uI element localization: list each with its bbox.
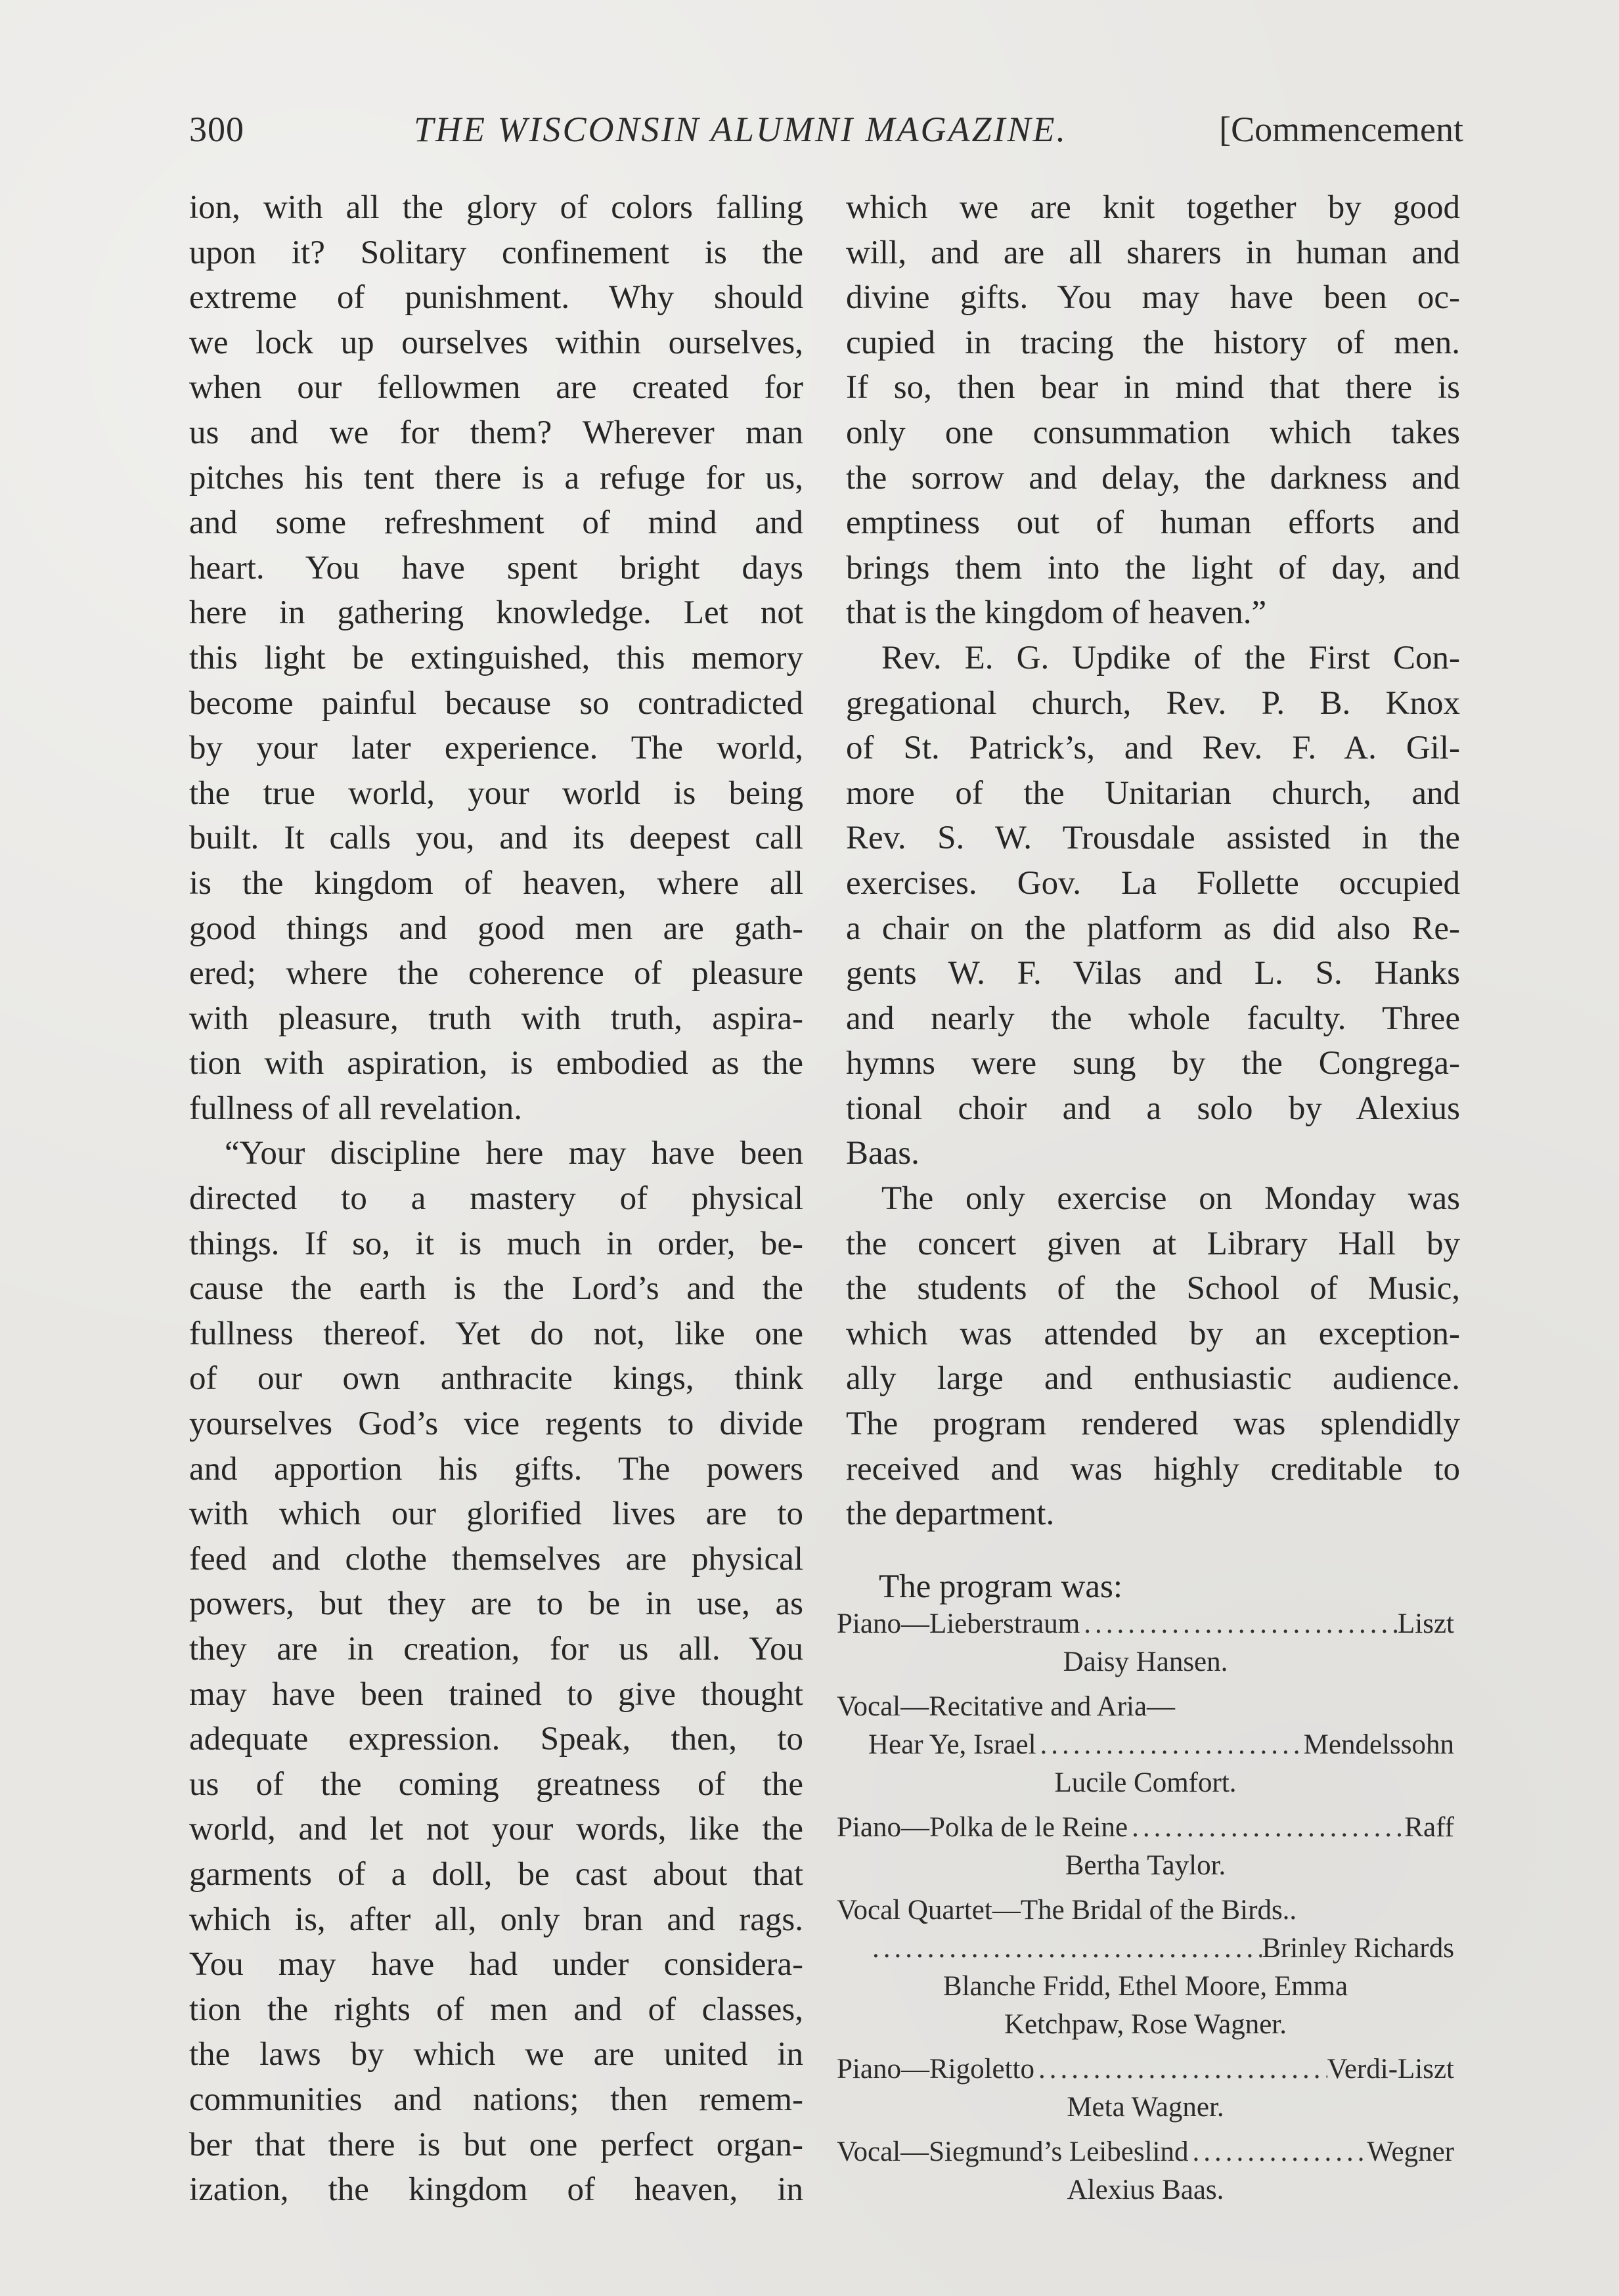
program-item-2-subtitle: Hear Ye, Israel bbox=[868, 1729, 1036, 1760]
program-item-2-title: Vocal—Recitative and Aria— bbox=[837, 1691, 1176, 1722]
page-number: 300 bbox=[189, 110, 244, 149]
program-item-5-row bbox=[837, 2050, 1454, 2088]
program-item-6-row bbox=[837, 2133, 1454, 2171]
right-line-29: received and was highly creditable to bbox=[846, 1450, 1460, 1488]
program-item-3-leader bbox=[1128, 1809, 1404, 1847]
left-line-1: ion, with all the glory of colors falling bbox=[189, 189, 803, 226]
right-line-1: which we are knit together by good bbox=[846, 189, 1460, 226]
left-line-19: with pleasure, truth with truth, aspira- bbox=[189, 1000, 803, 1037]
left-line-5: when our fellowmen are created for bbox=[189, 369, 803, 407]
program-item-6-performer: Alexius Baas. bbox=[1067, 2175, 1224, 2205]
left-line-8: and some refreshment of mind and bbox=[189, 504, 803, 542]
left-line-18: ered; where the coherence of pleasure bbox=[189, 955, 803, 992]
right-line-28: The program rendered was splendidly bbox=[846, 1405, 1460, 1443]
left-line-17: good things and good men are gath- bbox=[189, 910, 803, 947]
program-item-1-row bbox=[837, 1605, 1454, 1643]
left-line-3: extreme of punishment. Why should bbox=[189, 279, 803, 317]
right-line-14: more of the Unitarian church, and bbox=[846, 774, 1460, 812]
program-item-5-leader bbox=[1034, 2050, 1327, 2088]
right-line-18: gents W. F. Vilas and L. S. Hanks bbox=[846, 955, 1460, 992]
right-column bbox=[846, 185, 1460, 1537]
left-line-20: tion with aspiration, is embodied as the bbox=[189, 1045, 803, 1082]
program-item-2-performer: Lucile Comfort. bbox=[1054, 1767, 1237, 1798]
right-line-20: hymns were sung by the Congrega- bbox=[846, 1045, 1460, 1082]
program-item-2-leader bbox=[1036, 1726, 1304, 1764]
program-item-2-row bbox=[837, 1726, 1454, 1764]
program-item-4-performer: Blanche Fridd, Ethel Moore, Emma bbox=[943, 1971, 1348, 2002]
left-line-15: built. It calls you, and its deepest call bbox=[189, 820, 803, 857]
right-line-15: Rev. S. W. Trousdale assisted in the bbox=[846, 820, 1460, 857]
left-line-27: of our own anthracite kings, think bbox=[189, 1360, 803, 1398]
magazine-title: THE WISCONSIN ALUMNI MAGAZINE. bbox=[414, 110, 1068, 149]
left-line-29: and apportion his gifts. The powers bbox=[189, 1450, 803, 1488]
program-list bbox=[837, 1605, 1454, 2209]
program-item-3-title: Piano—Polka de le Reine bbox=[837, 1812, 1128, 1843]
right-line-12: gregational church, Rev. P. B. Knox bbox=[846, 684, 1460, 722]
page-header bbox=[189, 106, 1463, 152]
program-item-3-performer: Bertha Taylor. bbox=[1065, 1850, 1226, 1881]
program-item-1-composer: Liszt bbox=[1398, 1608, 1454, 1639]
left-line-44: ber that there is but one perfect organ- bbox=[189, 2126, 803, 2163]
right-line-17: a chair on the platform as did also Re- bbox=[846, 910, 1460, 947]
left-line-26: fullness thereof. Yet do not, like one bbox=[189, 1315, 803, 1352]
right-line-3: divine gifts. You may have been oc- bbox=[846, 279, 1460, 317]
right-line-13: of St. Patrick’s, and Rev. F. A. Gil- bbox=[846, 730, 1460, 767]
right-line-5: If so, then bear in mind that there is bbox=[846, 369, 1460, 407]
program-item-5-composer: Verdi-Liszt bbox=[1327, 2054, 1454, 2085]
right-line-19: and nearly the whole faculty. Three bbox=[846, 1000, 1460, 1037]
left-column bbox=[189, 185, 803, 2213]
left-line-4: we lock up ourselves within ourselves, bbox=[189, 324, 803, 361]
right-line-25: the students of the School of Music, bbox=[846, 1270, 1460, 1308]
left-line-12: become painful because so contradicted bbox=[189, 684, 803, 722]
program-item-3-row bbox=[837, 1809, 1454, 1847]
left-line-35: adequate expression. Speak, then, to bbox=[189, 1721, 803, 1758]
left-line-6: us and we for them? Wherever man bbox=[189, 414, 803, 451]
issue-label: [Commencement bbox=[1219, 110, 1463, 149]
program-item-4-row bbox=[837, 1930, 1454, 1968]
right-line-6: only one consummation which takes bbox=[846, 414, 1460, 451]
program-item-1-performer: Daisy Hansen. bbox=[1063, 1646, 1228, 1677]
right-line-26: which was attended by an exception- bbox=[846, 1315, 1460, 1352]
left-line-28: yourselves God’s vice regents to divide bbox=[189, 1405, 803, 1443]
program-item-4-performer-cont: Ketchpaw, Rose Wagner. bbox=[1004, 2009, 1287, 2040]
right-line-2: will, and are all sharers in human and bbox=[846, 234, 1460, 271]
program-item-1-leader bbox=[1080, 1605, 1398, 1643]
left-line-13: by your later experience. The world, bbox=[189, 730, 803, 767]
left-line-7: pitches his tent there is a refuge for us, bbox=[189, 459, 803, 497]
left-line-39: which is, after all, only bran and rags. bbox=[189, 1901, 803, 1938]
left-line-11: this light be extinguished, this memory bbox=[189, 639, 803, 676]
left-line-31: feed and clothe themselves are physical bbox=[189, 1540, 803, 1578]
right-line-4: cupied in tracing the history of men. bbox=[846, 324, 1460, 361]
left-line-16: is the kingdom of heaven, where all bbox=[189, 864, 803, 902]
right-line-30: the department. bbox=[846, 1495, 1055, 1533]
right-line-24: the concert given at Library Hall by bbox=[846, 1225, 1460, 1262]
left-line-24: things. If so, it is much in order, be- bbox=[189, 1225, 803, 1262]
program-item-4-title: Vocal Quartet—The Bridal of the Birds.. bbox=[837, 1895, 1297, 1926]
left-line-33: they are in creation, for us all. You bbox=[189, 1631, 803, 1667]
left-line-34: may have been trained to give thought bbox=[189, 1675, 803, 1713]
program-item-6-title: Vocal—Siegmund’s Leibeslind bbox=[837, 2136, 1189, 2167]
right-line-23: The only exercise on Monday was bbox=[881, 1180, 1460, 1218]
left-line-37: world, and let not your words, like the bbox=[189, 1811, 803, 1848]
left-line-10: here in gathering knowledge. Let not bbox=[189, 594, 803, 632]
left-line-2: upon it? Solitary confinement is the bbox=[189, 234, 803, 271]
right-line-16: exercises. Gov. La Follette occupied bbox=[846, 864, 1460, 902]
program-item-4-leader bbox=[868, 1930, 1262, 1968]
left-line-38: garments of a doll, be cast about that bbox=[189, 1855, 803, 1893]
right-line-21: tional choir and a solo by Alexius bbox=[846, 1090, 1460, 1127]
left-line-25: cause the earth is the Lord’s and the bbox=[189, 1270, 803, 1308]
left-line-23: directed to a mastery of physical bbox=[189, 1180, 803, 1218]
left-line-9: heart. You have spent bright days bbox=[189, 549, 803, 586]
right-line-22: Baas. bbox=[846, 1135, 920, 1172]
left-line-22: “Your discipline here may have been bbox=[225, 1135, 803, 1172]
right-line-11: Rev. E. G. Updike of the First Con- bbox=[881, 639, 1460, 676]
right-line-27: ally large and enthusiastic audience. bbox=[846, 1360, 1460, 1398]
program-intro: The program was: bbox=[879, 1568, 1123, 1605]
right-line-9: brings them into the light of day, and bbox=[846, 549, 1460, 586]
program-item-2-composer: Mendelssohn bbox=[1303, 1729, 1454, 1760]
left-line-45: ization, the kingdom of heaven, in bbox=[189, 2171, 803, 2209]
program-item-6-composer: Wegner bbox=[1367, 2136, 1454, 2167]
left-line-30: with which our glorified lives are to bbox=[189, 1495, 803, 1533]
program-item-1-title: Piano—Lieberstraum bbox=[837, 1608, 1080, 1639]
left-line-14: the true world, your world is being bbox=[189, 774, 803, 812]
program-item-5-performer: Meta Wagner. bbox=[1067, 2092, 1224, 2123]
left-line-42: the laws by which we are united in bbox=[189, 2036, 803, 2073]
left-line-40: You may have had under considera- bbox=[189, 1946, 803, 1983]
program-item-6-leader bbox=[1188, 2133, 1367, 2171]
program-item-3-composer: Raff bbox=[1404, 1812, 1454, 1843]
left-line-43: communities and nations; then remem- bbox=[189, 2081, 803, 2118]
right-line-8: emptiness out of human efforts and bbox=[846, 504, 1460, 542]
left-line-32: powers, but they are to be in use, as bbox=[189, 1585, 803, 1623]
right-line-10: that is the kingdom of heaven.” bbox=[846, 594, 1267, 632]
left-line-41: tion the rights of men and of classes, bbox=[189, 1991, 803, 2028]
left-line-21: fullness of all revelation. bbox=[189, 1090, 523, 1127]
left-line-36: us of the coming greatness of the bbox=[189, 1765, 803, 1803]
program-item-5-title: Piano—Rigoletto bbox=[837, 2054, 1034, 2085]
program-item-4-composer: Brinley Richards bbox=[1262, 1933, 1454, 1964]
right-line-7: the sorrow and delay, the darkness and bbox=[846, 459, 1460, 497]
